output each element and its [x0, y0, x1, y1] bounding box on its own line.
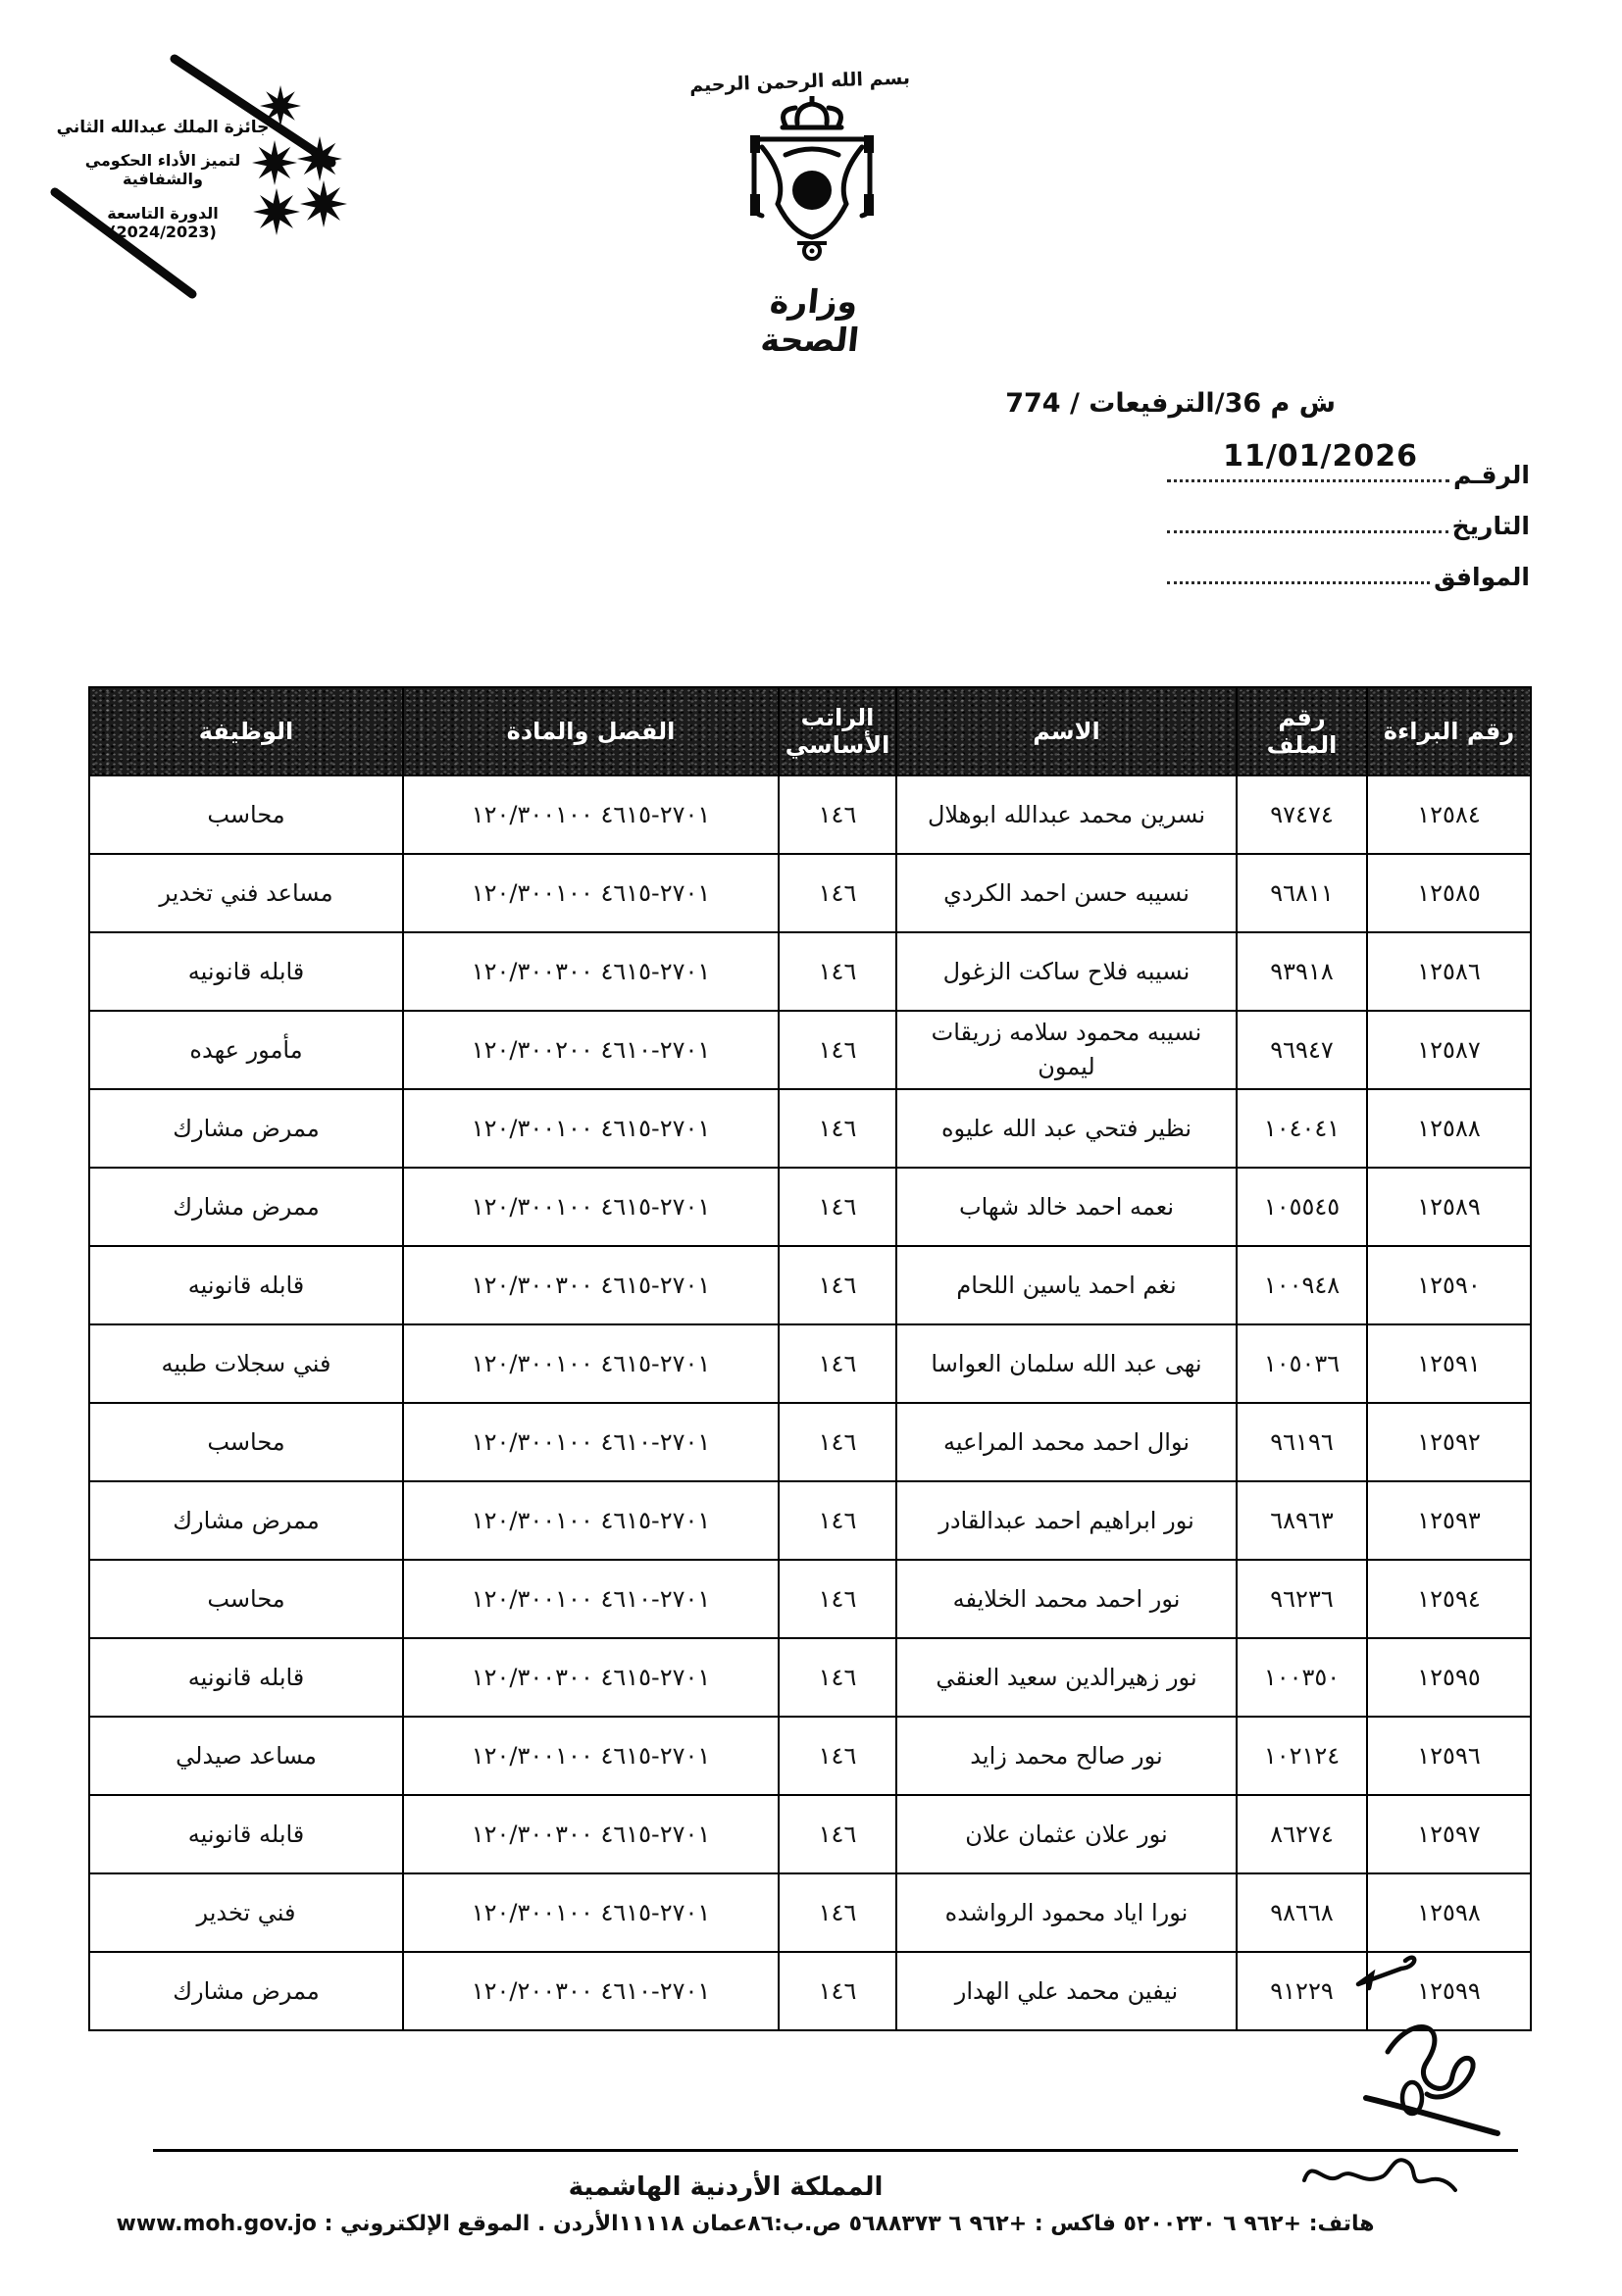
- signature-mark-small: [1329, 1949, 1422, 2003]
- cell-file-number: ١٠٥٥٤٥: [1237, 1168, 1367, 1246]
- cell-employee-name: نسيبه فلاح ساكت الزغول: [896, 932, 1237, 1011]
- cell-chapter-article: ١٢٠/٣٠٠١٠٠ ٤٦١٥-٢٧٠١: [403, 1324, 779, 1403]
- cell-chapter-article: ١٢٠/٣٠٠١٠٠ ٤٦١٥-٢٧٠١: [403, 1481, 779, 1560]
- cell-file-number: ١٠٠٩٤٨: [1237, 1246, 1367, 1324]
- field-label: الموافق: [1434, 563, 1530, 591]
- cell-file-number: ٩٦٢٣٦: [1237, 1560, 1367, 1638]
- cell-decree-number: ١٢٥٩٧: [1367, 1795, 1531, 1873]
- cell-file-number: ٨٦٢٧٤: [1237, 1795, 1367, 1873]
- cell-basic-salary: ١٤٦: [779, 775, 896, 854]
- cell-basic-salary: ١٤٦: [779, 1011, 896, 1089]
- cell-employee-name: نسيبه حسن احمد الكردي: [896, 854, 1237, 932]
- cell-basic-salary: ١٤٦: [779, 1795, 896, 1873]
- cell-chapter-article: ١٢٠/٣٠٠١٠٠ ٤٦١٠-٢٧٠١: [403, 1403, 779, 1481]
- cell-chapter-article: ١٢٠/٣٠٠٢٠٠ ٤٦١٠-٢٧٠١: [403, 1011, 779, 1089]
- cell-basic-salary: ١٤٦: [779, 1481, 896, 1560]
- footer-contact-line: هاتف: +٩٦٢ ٦ ٥٢٠٠٢٣٠ فاكس : +٩٦٢ ٦ ٥٦٨٨٣٧٣ ص.ب:٨٦عمان ١١١١٨الأردن . الموقع الإلكتروني : www.moh.gov.jo: [116, 2212, 1375, 2236]
- cell-job-title: قابله قانونيه: [89, 1246, 403, 1324]
- cell-decree-number: ١٢٥٨٨: [1367, 1089, 1531, 1168]
- table-row: [89, 1952, 1531, 2030]
- dotted-leader: [1167, 528, 1448, 533]
- cell-employee-name: نور زهيرالدين سعيد العنقي: [896, 1638, 1237, 1717]
- table-row: [89, 1168, 1531, 1246]
- cell-decree-number: ١٢٥٩٠: [1367, 1246, 1531, 1324]
- cell-decree-number: ١٢٥٩١: [1367, 1324, 1531, 1403]
- cell-job-title: محاسب: [89, 1560, 403, 1638]
- cell-job-title: مساعد فني تخدير: [89, 854, 403, 932]
- cell-chapter-article: ١٢٠/٣٠٠١٠٠ ٤٦١٠-٢٧٠١: [403, 1560, 779, 1638]
- table-row: [89, 1560, 1531, 1638]
- cell-job-title: ممرض مشارك: [89, 1481, 403, 1560]
- footer-kingdom-name: المملكة الأردنية الهاشمية: [568, 2172, 884, 2202]
- header-decree-number: رقم البراءة: [1367, 687, 1531, 775]
- cell-basic-salary: ١٤٦: [779, 1638, 896, 1717]
- header-basic-salary: الراتب الأساسي: [779, 687, 896, 775]
- cell-employee-name: نوال احمد محمد المراعيه: [896, 1403, 1237, 1481]
- cell-chapter-article: ١٢٠/٣٠٠٣٠٠ ٤٦١٥-٢٧٠١: [403, 1246, 779, 1324]
- ministry-calligraphy: وزارة الصحة: [758, 282, 861, 359]
- cell-chapter-article: ١٢٠/٣٠٠١٠٠ ٤٦١٥-٢٧٠١: [403, 775, 779, 854]
- header-name: الاسم: [896, 687, 1237, 775]
- cell-decree-number: ١٢٥٨٦: [1367, 932, 1531, 1011]
- cell-decree-number: ١٢٥٩٥: [1367, 1638, 1531, 1717]
- header-file-number: رقم الملف: [1237, 687, 1367, 775]
- cell-job-title: محاسب: [89, 775, 403, 854]
- header-chapter-article: الفصل والمادة: [403, 687, 779, 775]
- cell-chapter-article: ١٢٠/٣٠٠١٠٠ ٤٦١٥-٢٧٠١: [403, 1717, 779, 1795]
- cell-employee-name: نظير فتحي عبد الله عليوه: [896, 1089, 1237, 1168]
- cell-employee-name: نغم احمد ياسين اللحام: [896, 1246, 1237, 1324]
- field-date: [1165, 512, 1530, 540]
- cell-job-title: ممرض مشارك: [89, 1952, 403, 2030]
- bismillah-text: بسم الله الرحمن الرحيم: [688, 67, 911, 97]
- cell-file-number: ١٠٢١٢٤: [1237, 1717, 1367, 1795]
- cell-job-title: مساعد صيدلي: [89, 1717, 403, 1795]
- field-corresponding: [1165, 563, 1530, 591]
- cell-chapter-article: ١٢٠/٣٠٠٣٠٠ ٤٦١٥-٢٧٠١: [403, 1638, 779, 1717]
- cell-job-title: مأمور عهده: [89, 1011, 403, 1089]
- table-row: [89, 854, 1531, 932]
- table-row: [89, 1324, 1531, 1403]
- cell-file-number: ٩٧٤٧٤: [1237, 775, 1367, 854]
- table-row: [89, 1403, 1531, 1481]
- cell-basic-salary: ١٤٦: [779, 1324, 896, 1403]
- table-header-row: [89, 687, 1531, 775]
- cell-job-title: ممرض مشارك: [89, 1168, 403, 1246]
- cell-chapter-article: ١٢٠/٣٠٠١٠٠ ٤٦١٥-٢٧٠١: [403, 1089, 779, 1168]
- cell-decree-number: ١٢٥٨٩: [1367, 1168, 1531, 1246]
- cell-file-number: ٦٨٩٦٣: [1237, 1481, 1367, 1560]
- cell-job-title: قابله قانونيه: [89, 1638, 403, 1717]
- reference-number: ش م 36/الترفيعات / 774: [1005, 388, 1336, 419]
- cell-employee-name: نسيبه محمود سلامه زريقات ليمون: [896, 1011, 1237, 1089]
- table-row: [89, 1717, 1531, 1795]
- cell-file-number: ٩٦١٩٦: [1237, 1403, 1367, 1481]
- header-job-title: الوظيفة: [89, 687, 403, 775]
- cell-employee-name: نهى عبد الله سلمان العواسا: [896, 1324, 1237, 1403]
- cell-file-number: ٩٣٩١٨: [1237, 932, 1367, 1011]
- cell-job-title: فني تخدير: [89, 1873, 403, 1952]
- cell-chapter-article: ١٢٠/٢٠٠٣٠٠ ٤٦١٠-٢٧٠١: [403, 1952, 779, 2030]
- field-label: الرقـم: [1452, 461, 1530, 489]
- royal-crest-icon: [738, 96, 886, 273]
- cell-job-title: فني سجلات طبيه: [89, 1324, 403, 1403]
- table-row: [89, 1795, 1531, 1873]
- cell-employee-name: نورا اياد محمود الرواشده: [896, 1873, 1237, 1952]
- award-line: لتميز الأداء الحكومي والشفافية: [84, 151, 241, 188]
- cell-file-number: ٩٨٦٦٨: [1237, 1873, 1367, 1952]
- handwritten-date: 11/01/2026: [1223, 439, 1418, 474]
- signature-under-rule: [1293, 2139, 1464, 2198]
- signature-scribble: [1358, 2008, 1505, 2140]
- letterhead: [688, 67, 911, 359]
- award-line: (2024/2023): [109, 223, 217, 241]
- cell-chapter-article: ١٢٠/٣٠٠١٠٠ ٤٦١٥-٢٧٠١: [403, 1873, 779, 1952]
- promotions-table: [88, 686, 1532, 2031]
- cell-job-title: ممرض مشارك: [89, 1089, 403, 1168]
- cell-basic-salary: ١٤٦: [779, 1560, 896, 1638]
- award-line: الدورة التاسعة: [107, 204, 219, 223]
- cell-file-number: ٩١٢٢٩: [1237, 1952, 1367, 2030]
- cell-basic-salary: ١٤٦: [779, 1952, 896, 2030]
- king-abdullah-award-emblem: [47, 47, 371, 312]
- cell-job-title: محاسب: [89, 1403, 403, 1481]
- cell-employee-name: نسرين محمد عبدالله ابوهلال: [896, 775, 1237, 854]
- table-row: [89, 1638, 1531, 1717]
- cell-chapter-article: ١٢٠/٣٠٠١٠٠ ٤٦١٥-٢٧٠١: [403, 1168, 779, 1246]
- cell-file-number: ٩٦٨١١: [1237, 854, 1367, 932]
- cell-basic-salary: ١٤٦: [779, 1089, 896, 1168]
- field-label: التاريخ: [1451, 512, 1530, 540]
- cell-basic-salary: ١٤٦: [779, 1873, 896, 1952]
- table-row: [89, 1246, 1531, 1324]
- cell-decree-number: ١٢٥٩٩: [1367, 1952, 1531, 2030]
- award-line: جائزة الملك عبدالله الثاني: [56, 118, 270, 137]
- cell-employee-name: نور صالح محمد زايد: [896, 1717, 1237, 1795]
- cell-chapter-article: ١٢٠/٣٠٠٣٠٠ ٤٦١٥-٢٧٠١: [403, 1795, 779, 1873]
- table-row: [89, 1011, 1531, 1089]
- cell-basic-salary: ١٤٦: [779, 854, 896, 932]
- cell-decree-number: ١٢٥٩٨: [1367, 1873, 1531, 1952]
- cell-decree-number: ١٢٥٩٦: [1367, 1717, 1531, 1795]
- cell-job-title: قابله قانونيه: [89, 1795, 403, 1873]
- cell-decree-number: ١٢٥٩٣: [1367, 1481, 1531, 1560]
- cell-employee-name: نيفين محمد علي الهدار: [896, 1952, 1237, 2030]
- cell-chapter-article: ١٢٠/٣٠٠٣٠٠ ٤٦١٥-٢٧٠١: [403, 932, 779, 1011]
- table-row: [89, 932, 1531, 1011]
- field-number: [1165, 461, 1530, 489]
- table-row: [89, 775, 1531, 854]
- cell-decree-number: ١٢٥٨٤: [1367, 775, 1531, 854]
- cell-basic-salary: ١٤٦: [779, 1717, 896, 1795]
- cell-basic-salary: ١٤٦: [779, 1246, 896, 1324]
- cell-file-number: ٩٦٩٤٧: [1237, 1011, 1367, 1089]
- cell-file-number: ١٠٠٣٥٠: [1237, 1638, 1367, 1717]
- cell-job-title: قابله قانونيه: [89, 932, 403, 1011]
- cell-employee-name: نور ابراهيم احمد عبدالقادر: [896, 1481, 1237, 1560]
- cell-chapter-article: ١٢٠/٣٠٠١٠٠ ٤٦١٥-٢٧٠١: [403, 854, 779, 932]
- cell-employee-name: نعمه احمد خالد شهاب: [896, 1168, 1237, 1246]
- table-row: [89, 1089, 1531, 1168]
- cell-basic-salary: ١٤٦: [779, 1168, 896, 1246]
- cell-decree-number: ١٢٥٨٥: [1367, 854, 1531, 932]
- cell-employee-name: نور احمد محمد الخلايفه: [896, 1560, 1237, 1638]
- cell-decree-number: ١٢٥٨٧: [1367, 1011, 1531, 1089]
- cell-decree-number: ١٢٥٩٢: [1367, 1403, 1531, 1481]
- cell-file-number: ١٠٥٠٣٦: [1237, 1324, 1367, 1403]
- cell-file-number: ١٠٤٠٤١: [1237, 1089, 1367, 1168]
- cell-basic-salary: ١٤٦: [779, 1403, 896, 1481]
- dotted-leader: [1167, 579, 1430, 584]
- cell-decree-number: ١٢٥٩٤: [1367, 1560, 1531, 1638]
- cell-employee-name: نور علان عثمان علان: [896, 1795, 1237, 1873]
- cell-basic-salary: ١٤٦: [779, 932, 896, 1011]
- table-row: [89, 1873, 1531, 1952]
- award-text-block: [55, 118, 271, 241]
- dotted-leader: [1167, 477, 1449, 482]
- table-row: [89, 1481, 1531, 1560]
